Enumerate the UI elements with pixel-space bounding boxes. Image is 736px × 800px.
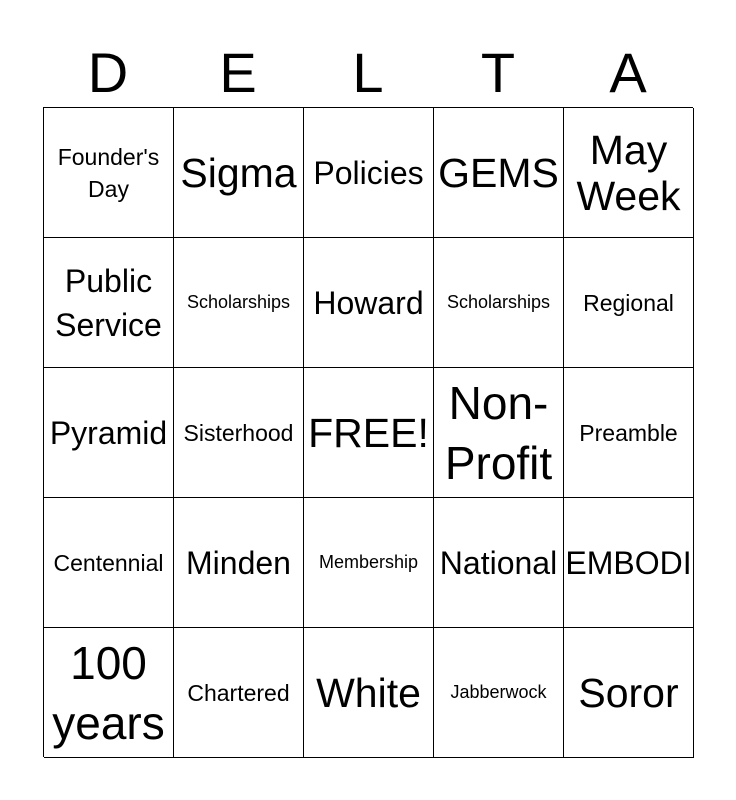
bingo-cell[interactable] [434,628,564,758]
bingo-cell[interactable] [174,108,304,238]
cell-label: Chartered [187,679,290,706]
cell-label: Jabberwock [450,682,547,702]
bingo-cell[interactable] [564,238,694,368]
bingo-cell[interactable] [434,238,564,368]
bingo-cell[interactable] [174,628,304,758]
bingo-cell[interactable] [304,498,434,628]
bingo-cell[interactable] [304,628,434,758]
bingo-cell[interactable] [44,368,174,498]
cell-label: Non- Profit [444,376,553,489]
header-letter-d: D [87,41,129,104]
cell-label: May Week [576,126,681,219]
header-letter-e: E [219,41,257,104]
bingo-cell[interactable] [564,108,694,238]
cell-label: Founder's Day [57,143,160,202]
bingo-header [43,38,693,108]
cell-label: White [316,669,421,716]
cell-label: Howard [313,284,424,321]
cell-label: Membership [318,552,419,572]
bingo-cell[interactable] [174,498,304,628]
cell-label: Sisterhood [183,419,294,446]
bingo-cell[interactable] [44,108,174,238]
free-space-label: FREE! [308,409,429,456]
cell-label: Policies [313,154,424,191]
bingo-cell[interactable] [434,108,564,238]
cell-label: EMBODI [565,544,692,581]
bingo-cell[interactable] [44,498,174,628]
bingo-cell[interactable] [304,108,434,238]
cell-label: Scholarships [186,292,291,312]
cell-label: 100 years [52,636,165,749]
bingo-cell[interactable] [564,628,694,758]
bingo-cell[interactable] [44,628,174,758]
cell-label: Soror [578,669,679,716]
cell-label: National [439,544,558,581]
header-letter-t: T [480,41,516,104]
cell-label: Public Service [55,262,162,343]
bingo-cell[interactable] [564,498,694,628]
bingo-cell[interactable] [174,238,304,368]
bingo-board [43,107,693,757]
bingo-cell-free[interactable] [304,368,434,498]
cell-label: GEMS [438,149,559,196]
cell-label: Regional [583,289,674,316]
bingo-cell[interactable] [44,238,174,368]
cell-label: Minden [186,544,291,581]
cell-label: Centennial [53,549,164,576]
cell-label: Scholarships [446,292,551,312]
bingo-cell[interactable] [434,368,564,498]
header-letter-l: L [352,41,384,104]
cell-label: Pyramid [49,414,168,451]
bingo-cell[interactable] [304,238,434,368]
bingo-cell[interactable] [174,368,304,498]
bingo-cell[interactable] [564,368,694,498]
header-letter-a: A [609,41,647,104]
bingo-cell[interactable] [434,498,564,628]
cell-label: Preamble [579,419,678,446]
cell-label: Sigma [180,149,297,196]
